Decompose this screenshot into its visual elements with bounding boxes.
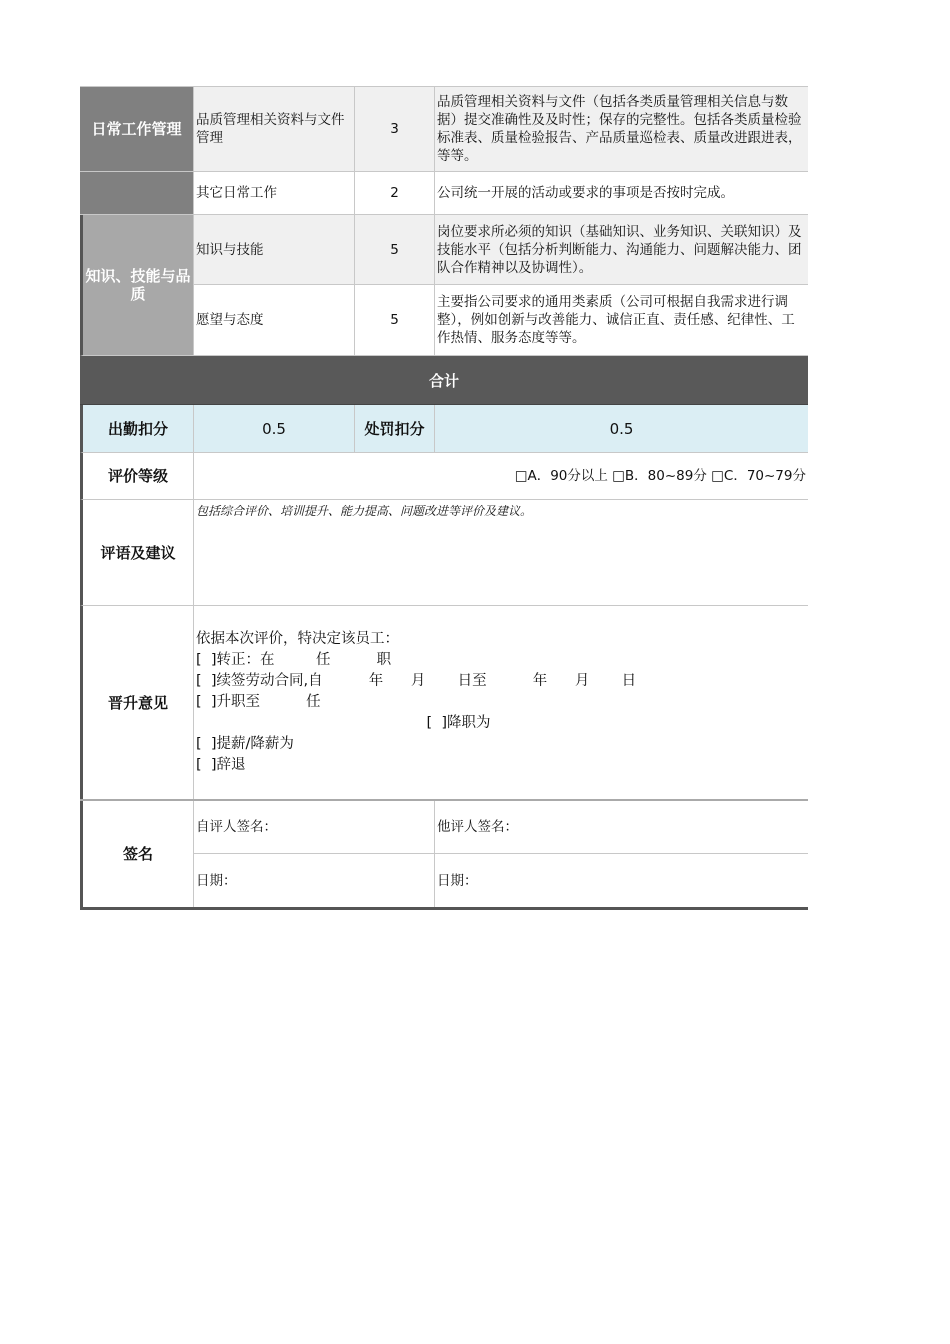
- attendance-value[interactable]: 0.5: [194, 405, 355, 453]
- penalty-label: 处罚扣分: [355, 405, 435, 453]
- option-confirm[interactable]: [ ]转正：在 任 职: [196, 652, 392, 668]
- item-description: 岗位要求所必须的知识（基础知识、业务知识、关联知识）及技能水平（包括分析判断能力、沟通能力、问题解决能力、团队合作精神以及协调性）。: [435, 215, 808, 285]
- item-name: 其它日常工作: [194, 172, 355, 215]
- skills-block: [80, 215, 808, 356]
- total-row: 合计: [80, 356, 808, 405]
- item-score[interactable]: 3: [355, 86, 435, 172]
- table-row: [80, 86, 808, 172]
- option-dismiss[interactable]: [ ]辞退: [196, 757, 246, 773]
- table-row: [194, 285, 808, 356]
- comments-row: [80, 500, 808, 606]
- item-description: 品质管理相关资料与文件（包括各类质量管理相关信息与数据）提交准确性及及时性；保存的完整性。包括各类质量检验标准表、质量检验报告、产品质量巡检表、质量改进跟进表，等等。: [435, 86, 808, 172]
- category-skills: 知识、技能与品质: [80, 215, 194, 356]
- grade-row: [80, 453, 808, 500]
- item-score[interactable]: 5: [355, 215, 435, 285]
- grade-options[interactable]: □A．90分以上 □B．80~89分 □C．70~79分: [194, 453, 808, 500]
- other-signature-field[interactable]: 他评人签名：: [435, 801, 808, 854]
- item-description: 公司统一开展的活动或要求的事项是否按时完成。: [435, 172, 808, 215]
- other-date-field[interactable]: 日期：: [437, 872, 478, 889]
- category-daily-work: 日常工作管理: [80, 86, 194, 172]
- promotion-label: 晋升意见: [80, 606, 194, 799]
- self-signature-field[interactable]: 自评人签名：: [194, 801, 435, 854]
- item-score[interactable]: 5: [355, 285, 435, 356]
- promotion-row: [80, 606, 808, 801]
- promotion-intro: 依据本次评价，特决定该员工：: [196, 631, 399, 647]
- option-promote[interactable]: [ ]升职至 任: [196, 694, 321, 710]
- table-row: [80, 172, 808, 215]
- item-name: 知识与技能: [194, 215, 355, 285]
- comments-label: 评语及建议: [80, 500, 194, 606]
- item-name: 愿望与态度: [194, 285, 355, 356]
- table-row: [194, 215, 808, 285]
- attendance-label: 出勤扣分: [80, 405, 194, 453]
- category-daily-work-cont: [80, 172, 194, 215]
- self-date-field[interactable]: 日期：: [194, 854, 435, 907]
- item-score[interactable]: 2: [355, 172, 435, 215]
- item-name: 品质管理相关资料与文件管理: [194, 86, 355, 172]
- option-demote[interactable]: [ ]降职为: [196, 715, 491, 731]
- item-description: 主要指公司要求的通用类素质（公司可根据自我需求进行调整），例如创新与改善能力、诚信正直、责任感、纪律性、工作热情、服务态度等等。: [435, 285, 808, 356]
- signature-label: 签名: [80, 801, 194, 907]
- grade-label: 评价等级: [80, 453, 194, 500]
- deductions-row: [80, 405, 808, 453]
- penalty-value[interactable]: 0.5: [435, 405, 808, 453]
- option-renew-contract[interactable]: [ ]续签劳动合同,自 年 月 日至 年 月 日: [196, 673, 637, 689]
- option-salary-change[interactable]: [ ]提薪/降薪为: [196, 736, 294, 752]
- evaluation-form: [80, 86, 808, 910]
- promotion-options[interactable]: [194, 606, 808, 799]
- signature-block: [80, 801, 808, 910]
- comments-field[interactable]: 包括综合评价、培训提升、能力提高、问题改进等评价及建议。: [194, 500, 808, 606]
